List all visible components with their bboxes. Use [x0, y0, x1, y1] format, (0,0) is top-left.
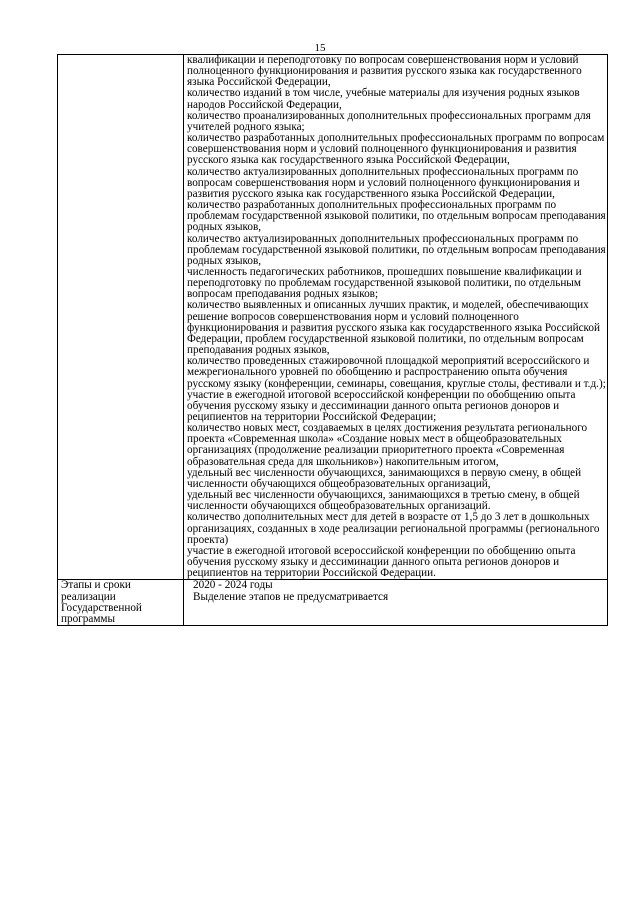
row-label-cell: [58, 55, 184, 580]
indicator-paragraph: количество проведенных стажировочной площадкой мероприятий всероссийского и межрегионального уровней по обобщению и распространению опыта обучения русскому языку (конференции, семинары, совещания, круглые столы, фестивали и т.д.);: [187, 355, 606, 390]
indicator-paragraph: количество новых мест, создаваемых в целях достижения результата регионального проекта «Современная школа» «Создание новых мест в общеобразовательных организациях (продолжение реализации приоритетного проекта «Современная образовательная среда для школьников») накопительным итогом,: [187, 422, 588, 468]
implementation-period: 2020 - 2024 годы: [193, 579, 273, 592]
row-label-cell: Этапы и сроки реализации Государственной программы: [58, 580, 184, 626]
row-content-cell: [184, 580, 608, 626]
table-row: [58, 55, 608, 580]
indicator-paragraph: количество дополнительных мест для детей в возрасте от 1,5 до 3 лет в дошкольных организациях, созданных в ходе реализации региональной программы (регионального проекта): [187, 511, 600, 546]
indicator-paragraph: участие в ежегодной итоговой всероссийской конференции по обобщению опыта обучения русскому языку и дессиминации данного опыта регионов доноров и реципиентов на территории Российской Федерации.: [187, 544, 576, 580]
indicator-paragraph: количество актуализированных дополнительных профессиональных программ по проблемам государственной языковой политики, по отдельным вопросам преподавания родных языков,: [187, 232, 606, 267]
indicator-paragraph: количество выявленных и описанных лучших практик, и моделей, обеспечивающих решение вопросов совершенствования норм и условий полноценного функционирования и развития русского языка как государственного языка Российской Федерации, проблем государственной языковой политики, по отдельным вопросам преподавания родных языков,: [187, 299, 600, 357]
stages-note: Выделение этапов не предусматривается: [193, 590, 389, 603]
passport-table: [57, 54, 608, 626]
row-content-cell: [184, 55, 608, 580]
table-row: [58, 580, 608, 626]
indicator-paragraph: количество изданий в том числе, учебные материалы для изучения родных языков народов Российской Федерации,: [187, 87, 580, 111]
indicator-paragraph: удельный вес численности обучающихся, занимающихся в третью смену, в общей численности обучающихся общеобразовательных организаций.: [187, 489, 580, 513]
indicator-paragraph: участие в ежегодной итоговой всероссийской конференции по обобщению опыта обучения русскому языку и дессиминации данного опыта регионов доноров и реципиентов на территории Российской Федерации;: [187, 388, 576, 423]
indicator-paragraph: количество актуализированных дополнительных профессиональных программ по вопросам совершенствования норм и условий полноценного функционирования и развития русского языка как государственного языка Российской Федерации,: [187, 165, 580, 200]
indicator-paragraph: удельный вес численности обучающихся, занимающихся в первую смену, в общей численности обучающихся общеобразовательных организаций,: [187, 466, 582, 490]
indicator-paragraph: количество разработанных дополнительных профессиональных программ по вопросам совершенствования норм и условий полноценного функционирования и развития русского языка как государственного языка Российской Федерации,: [187, 132, 605, 167]
indicator-paragraph: квалификации и переподготовку по вопросам совершенствования норм и условий полноценного функционирования и развития русского языка как государственного языка Российской Федерации,: [187, 54, 582, 89]
indicator-paragraph: количество разработанных дополнительных профессиональных программ по проблемам государственной языковой политики, по отдельным вопросам преподавания родных языков,: [187, 199, 606, 234]
indicator-paragraph: численность педагогических работников, прошедших повышение квалификации и переподготовку по проблемам государственной языковой политики, по отдельным вопросам преподавания родных языков;: [187, 265, 582, 301]
page-number: 15: [314, 42, 326, 54]
indicator-paragraph: количество проанализированных дополнительных профессиональных программ для учителей родного языка;: [187, 109, 591, 133]
